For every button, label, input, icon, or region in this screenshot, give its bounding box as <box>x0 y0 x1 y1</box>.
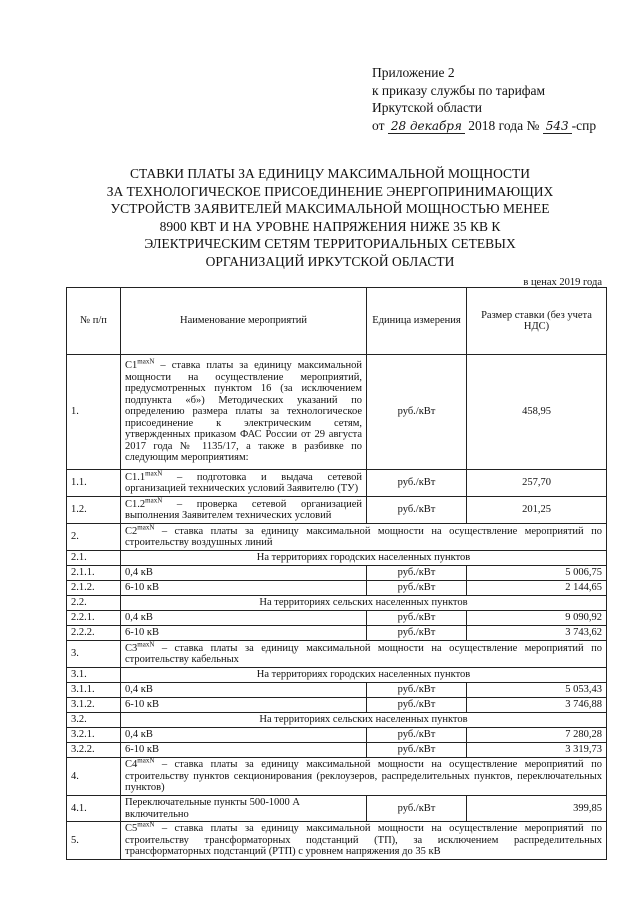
rate-code-sup: maxN <box>137 523 155 531</box>
row-unit: руб./кВт <box>367 728 467 743</box>
row-name: 6-10 кВ <box>121 743 367 758</box>
row-num: 4.1. <box>67 796 121 822</box>
rate-code: C1 <box>125 360 138 372</box>
row-rate: 257,70 <box>467 470 607 497</box>
rate-code-sup: maxN <box>145 469 163 477</box>
row-num: 3.2.1. <box>67 728 121 743</box>
table-row <box>67 743 607 758</box>
row-name: 0,4 кВ <box>121 728 367 743</box>
row-text: – проверка сетевой организацией выполнения Заявителем технических условий <box>125 498 362 521</box>
row-text: – ставка платы за единицу максимальной мощности на осуществление мероприятий по строительству трансформаторных подстанций (ТП), за исключением распределительных трансформаторных подстанций (РТП) с уровнем напряжения до 35 кВ <box>125 823 602 858</box>
row-rate: 3 746,88 <box>467 698 607 713</box>
rate-code-sup: maxN <box>137 820 155 829</box>
header-unit: Единица измерения <box>367 288 467 355</box>
row-unit: руб./кВт <box>367 497 467 524</box>
handwritten-number: 543 <box>543 120 572 134</box>
row-name <box>121 470 367 497</box>
row-num: 3.2.2. <box>67 743 121 758</box>
row-rate: 3 319,73 <box>467 743 607 758</box>
row-text: – подготовка и выдача сетевой организацией технических условий Заявителю (ТУ) <box>125 471 362 494</box>
row-unit: руб./кВт <box>367 611 467 626</box>
row-unit: руб./кВт <box>367 566 467 581</box>
row-rate: 7 280,28 <box>467 728 607 743</box>
rate-code: C4 <box>125 759 138 771</box>
row-unit: руб./кВт <box>367 626 467 641</box>
table-row <box>67 470 607 497</box>
header-rate: Размер ставки (без учета НДС) <box>467 288 607 355</box>
rate-code-sup: maxN <box>145 496 163 504</box>
rate-code: C2 <box>125 525 138 537</box>
row-num: 4. <box>67 758 121 796</box>
row-unit: руб./кВт <box>367 470 467 497</box>
row-num: 3.1.1. <box>67 683 121 698</box>
row-num: 2.2. <box>67 596 121 611</box>
row-section: На территориях сельских населенных пунктов <box>121 713 607 728</box>
title-line: УСТРОЙСТВ ЗАЯВИТЕЛЕЙ МАКСИМАЛЬНОЙ МОЩНОСТЬЮ МЕНЕЕ <box>110 201 550 216</box>
year-text: 2018 года № <box>468 117 540 133</box>
row-name <box>121 355 367 470</box>
table-row <box>67 713 607 728</box>
row-rate: 5 006,75 <box>467 566 607 581</box>
table-row <box>67 524 607 551</box>
rate-code-sup: maxN <box>137 357 155 366</box>
rate-code: C5 <box>125 823 138 835</box>
row-rate: 201,25 <box>467 497 607 524</box>
row-num: 1.1. <box>67 470 121 497</box>
number-suffix: -спр <box>571 117 597 133</box>
row-text: – ставка платы за единицу максимальной мощности на осуществление мероприятий по строительству пунктов секционирования (реклоузеров, распределительных пунктов, переключательных пунктов) <box>125 759 602 794</box>
appendix-line: Иркутской области <box>372 100 483 115</box>
header-num: № п/п <box>67 288 121 355</box>
row-name <box>121 758 607 796</box>
table-row <box>67 683 607 698</box>
row-name: Переключательные пункты 500-1000 А включительно <box>121 796 367 822</box>
table-row <box>67 698 607 713</box>
handwritten-date: 28 декабря <box>388 120 465 134</box>
row-rate: 399,85 <box>467 796 607 822</box>
from-prefix: от <box>372 117 385 133</box>
row-num: 5. <box>67 822 121 860</box>
table-row <box>67 641 607 668</box>
row-num: 3. <box>67 641 121 668</box>
row-rate: 5 053,43 <box>467 683 607 698</box>
row-section: На территориях сельских населенных пунктов <box>121 596 607 611</box>
row-text: – ставка платы за единицу максимальной мощности на осуществление мероприятий по строительству воздушных линий <box>125 525 602 548</box>
row-name: 0,4 кВ <box>121 683 367 698</box>
row-num: 2.1. <box>67 551 121 566</box>
row-section: На территориях городских населенных пунктов <box>121 551 607 566</box>
title-line: ЗА ТЕХНОЛОГИЧЕСКОЕ ПРИСОЕДИНЕНИЕ ЭНЕРГОПРИНИМАЮЩИХ <box>106 183 554 199</box>
row-rate: 3 743,62 <box>467 626 607 641</box>
row-name: 6-10 кВ <box>121 581 367 596</box>
rate-code-sup: maxN <box>137 640 155 648</box>
table-row <box>67 822 607 860</box>
row-num: 2. <box>67 524 121 551</box>
title-line: 8900 КВТ И НА УРОВНЕ НАПРЯЖЕНИЯ НИЖЕ 35 КВ К <box>159 218 501 234</box>
document-title <box>60 165 600 270</box>
row-unit: руб./кВт <box>367 796 467 822</box>
row-name: 6-10 кВ <box>121 698 367 713</box>
row-name <box>121 497 367 524</box>
row-rate: 2 144,65 <box>467 581 607 596</box>
row-name: 0,4 кВ <box>121 611 367 626</box>
table-row <box>67 728 607 743</box>
row-text: – ставка платы за единицу максимальной мощности на осуществление мероприятий по строительству кабельных <box>125 642 602 665</box>
table-row <box>67 497 607 524</box>
row-name <box>121 641 607 668</box>
order-date-line <box>372 117 596 135</box>
table-row <box>67 551 607 566</box>
title-line: ЭЛЕКТРИЧЕСКИМ СЕТЯМ ТЕРРИТОРИАЛЬНЫХ СЕТЕВЫХ <box>144 236 516 251</box>
table-header-row <box>67 288 607 355</box>
row-unit: руб./кВт <box>367 581 467 596</box>
row-num: 1. <box>67 355 121 470</box>
appendix-line: к приказу службы по тарифам <box>372 82 546 98</box>
row-section: На территориях городских населенных пунктов <box>121 668 607 683</box>
table-row <box>67 596 607 611</box>
row-name: 0,4 кВ <box>121 566 367 581</box>
row-num: 2.2.1. <box>67 611 121 626</box>
row-unit: руб./кВт <box>367 743 467 758</box>
row-num: 3.1.2. <box>67 698 121 713</box>
title-line: СТАВКИ ПЛАТЫ ЗА ЕДИНИЦУ МАКСИМАЛЬНОЙ МОЩНОСТИ <box>129 166 531 181</box>
prices-note: в ценах 2019 года <box>523 277 602 288</box>
rate-code-sup: maxN <box>137 756 155 765</box>
row-num: 2.1.1. <box>67 566 121 581</box>
title-line: ОРГАНИЗАЦИЙ ИРКУТСКОЙ ОБЛАСТИ <box>205 253 455 269</box>
table-row <box>67 566 607 581</box>
row-name <box>121 524 607 551</box>
row-unit: руб./кВт <box>367 698 467 713</box>
row-name <box>121 822 607 860</box>
rate-code: C1.1 <box>125 471 146 483</box>
appendix-block <box>372 64 596 134</box>
row-num: 3.1. <box>67 668 121 683</box>
table-row <box>67 626 607 641</box>
table-row <box>67 355 607 470</box>
row-rate: 458,95 <box>467 355 607 470</box>
rate-code: C1.2 <box>125 498 146 510</box>
header-name: Наименование мероприятий <box>121 288 367 355</box>
row-num: 2.2.2. <box>67 626 121 641</box>
row-unit: руб./кВт <box>367 683 467 698</box>
row-name: 6-10 кВ <box>121 626 367 641</box>
table-row <box>67 668 607 683</box>
rates-table <box>66 287 607 860</box>
row-num: 3.2. <box>67 713 121 728</box>
rate-code: C3 <box>125 642 138 654</box>
table-row <box>67 758 607 796</box>
row-text: – ставка платы за единицу максимальной мощности на осуществление мероприятий, предусмотренных пунктом 16 (за исключением подпункта «б») Методических указаний по определению размера платы за технологическое присоединение к электрическим сетям, утвержденных приказом ФАС России от 29 августа 2017 года № 1135/17, а также в разбивке по следующим мероприятиям: <box>125 360 362 464</box>
appendix-line: Приложение 2 <box>372 65 455 80</box>
row-num: 2.1.2. <box>67 581 121 596</box>
row-rate: 9 090,92 <box>467 611 607 626</box>
table-row <box>67 796 607 822</box>
row-num: 1.2. <box>67 497 121 524</box>
row-unit: руб./кВт <box>367 355 467 470</box>
table-row <box>67 611 607 626</box>
table-row <box>67 581 607 596</box>
